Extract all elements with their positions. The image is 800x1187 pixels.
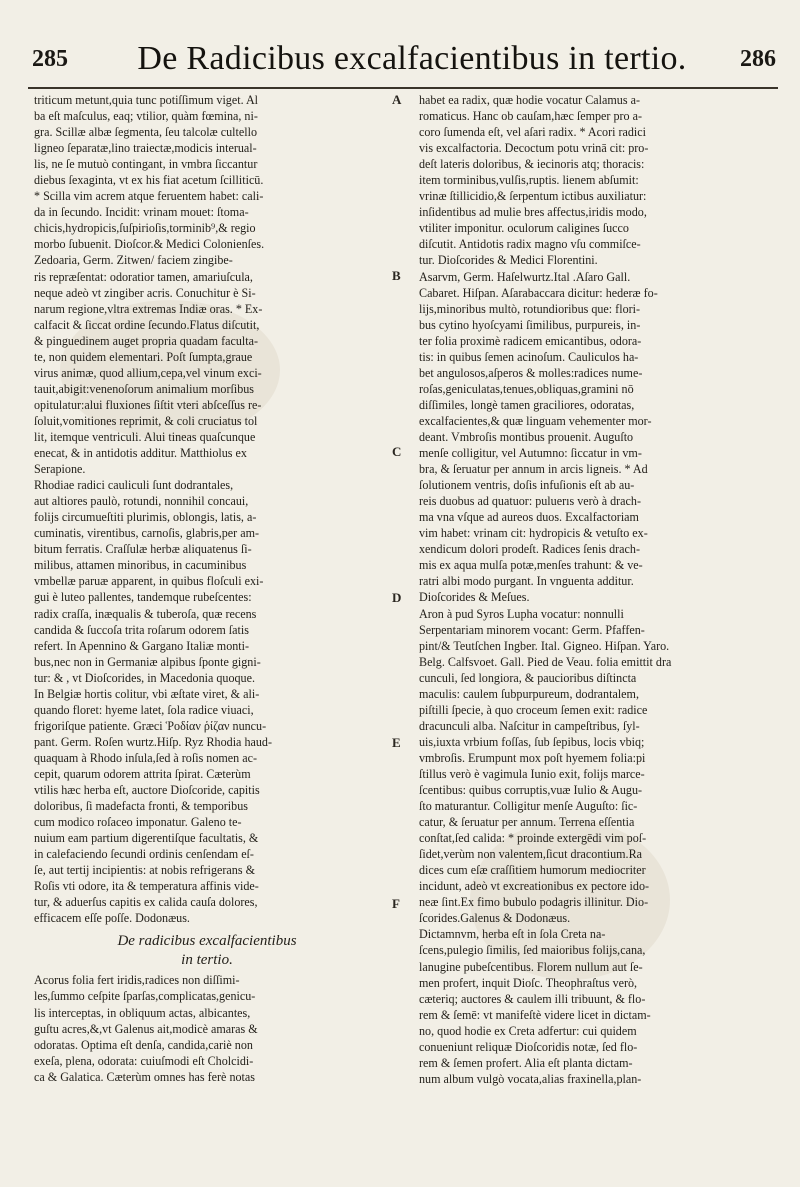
right-column-line: lijs,minoribus multò, rotundioribus que: flori-	[419, 301, 641, 316]
right-column-line: xendicum dolori prodeſt. Radices ſenis drach-	[419, 542, 640, 557]
left-column-line: ba eſt maſculus, eaq; vtilior, quàm fœmina, ni-	[34, 109, 258, 124]
right-column-text	[419, 92, 769, 1087]
left-column-line: frigoriſque patiente. Græci Ῥοδίαν ῥίζαν nuncu-	[34, 718, 267, 733]
left-column-line: vtilis hæc herba eſt, auctore Dioſcoride, capitis	[34, 783, 260, 798]
section-heading	[34, 932, 380, 970]
left-column-line: Zedoaria, Germ. Zitwen/ faciem zingibe-	[34, 253, 233, 268]
left-column	[34, 92, 380, 1085]
left-column-line: Serapione.	[34, 462, 86, 477]
right-column-line: ter folia proximè radicem emicantibus, odora-	[419, 333, 642, 348]
left-column-line: in calefaciendo ſecundi ordinis cenſendam eſ-	[34, 847, 254, 862]
left-column-line: les,ſummo ceſpite ſparſas,complicatas,genicu-	[34, 989, 256, 1004]
left-column-line: doloribus, ſi madefacta fronti, & temporibus	[34, 799, 248, 814]
left-column-line: tur, & aduerſus capitis ex calida cauſa dolores,	[34, 895, 258, 910]
left-column-line: candida & ſuccoſa trita roſarum odorem ſatis	[34, 622, 249, 637]
right-column	[419, 92, 769, 1087]
left-column-line: cuminatis, virentibus, carnoſis, glabris,per am-	[34, 526, 260, 541]
right-column-line: ſidet,verùm non valentem,ſicut dracontium.Ra	[419, 847, 643, 862]
left-column-line: lit, itemque ventriculi. Alui tineas quaſcunque	[34, 429, 256, 444]
left-column-line: ligneo ſeparatæ,lino traiectæ,modicis interual-	[34, 141, 257, 156]
right-column-line: Belg. Calfsvoet. Gall. Pied de Veau. folia emittit dra	[419, 654, 672, 669]
right-column-line: reis duobus ad quatuor: puluerıs verò à drach-	[419, 494, 641, 509]
right-column-line: item torminibus,vulſis,ruptis. lienem abſumit:	[419, 173, 639, 188]
left-column-line: exeſa, plena, odorata: cuiuſmodi eſt Cholcidi-	[34, 1053, 254, 1068]
right-column-line: Asarvm, Germ. Haſelwurtz.Ital .Aſaro Gall.	[419, 269, 631, 284]
left-column-line: aut altiores paulò, rotundi, nonnihil concaui,	[34, 494, 249, 509]
margin-letter-f: F	[392, 896, 400, 911]
right-column-line: bet angulosos,aſperos & molles:radices nume-	[419, 365, 643, 380]
right-column-line: Dioſcorides & Meſues.	[419, 590, 530, 605]
page-number-right: 286	[740, 46, 776, 72]
right-column-line: deant. Vmbroſis montibus prouenit. Auguſto	[419, 429, 634, 444]
running-title: De Radicibus excalfacientibus in tertio.	[137, 40, 687, 77]
right-column-line: tis: in quibus ſemen acinoſum. Cauliculos ha-	[419, 349, 639, 364]
left-column-line: calfacit & ſiccat ordine ſecundo.Flatus diſcutit,	[34, 317, 260, 332]
right-column-line: vim habet: vrinam cit: hydropicis & vetuſto ex-	[419, 526, 648, 541]
left-column-line: gui è luteo pallentes, tandemque rubeſcentes:	[34, 590, 252, 605]
right-column-line: dracunculi alba. Naſcitur in campeſtribus, ſyl-	[419, 718, 640, 733]
right-column-line: diſcutit. Antidotis radix magno vſu commiſce-	[419, 237, 641, 252]
left-column-line: ſoluit,vomitiones reprimit, & coli cruciatus tol	[34, 413, 258, 428]
right-column-line: uis,iuxta vrbium foſſas, ſub ſepibus, locis vbiq;	[419, 734, 645, 749]
left-column-line: milibus, attamen minoribus, in cacuminibus	[34, 558, 247, 573]
right-column-line: incidunt, adeò vt excreationibus ex pectore ido-	[419, 879, 650, 894]
left-column-line: radix craſſa, inæqualis & tuberoſa, quæ recens	[34, 606, 257, 621]
right-column-line: ma vna vſque ad aureos duos. Excalfactoriam	[419, 510, 639, 525]
left-column-line: & pinguedinem auget propria quadam faculta-	[34, 333, 258, 348]
right-column-line: excalfacientes,& quæ linguam vehementer mor-	[419, 413, 652, 428]
right-column-line: romaticus. Hanc ob cauſam,hæc ſemper pro a-	[419, 109, 642, 124]
right-column-line: Aron à pud Syros Lupha vocatur: nonnulli	[419, 606, 624, 621]
left-column-line: morbo ſubuenit. Dioſcor.& Medici Colonienſes.	[34, 237, 265, 252]
right-column-line: tur. Dioſcorides & Medici Florentini.	[419, 253, 598, 268]
left-column-line: virus animæ, quod allium,cepa,vel vinum exci-	[34, 365, 262, 380]
left-column-line: neque adeò vt zingiber acris. Conuchitur è Si-	[34, 285, 256, 300]
right-column-line: Cabaret. Hiſpan. Aſarabaccara dicitur: hederæ fo-	[419, 285, 658, 300]
right-column-line: rem & ſemen profert. Alia eſt planta dictam-	[419, 1055, 633, 1070]
right-column-line: Serpentariam minorem vocant: Germ. Pfaffen-	[419, 622, 645, 637]
left-column-line: enecat, & in antidotis additur. Matthiolus ex	[34, 446, 247, 461]
left-column-line: pant. Germ. Roſen wurtz.Hiſp. Ryz Rhodia haud-	[34, 734, 272, 749]
right-column-line: mis ex aqua mulſa potæ,menſes trahunt: & ve-	[419, 558, 643, 573]
left-column-line: ca & Galatica. Cæterùm omnes has ferè notas	[34, 1069, 255, 1084]
left-column-line: opitulatur:alui fluxiones ſiſtit vteri abſceſſus re-	[34, 397, 262, 412]
left-column-line: da in ſecundo. Incidit: vrinam mouet: ſtoma-	[34, 205, 249, 220]
left-column-line: odoratas. Optima eſt denſa, candida,cariè non	[34, 1037, 253, 1052]
right-column-line: lanugine pubeſcentibus. Florem nullum aut ſe-	[419, 959, 643, 974]
right-column-line: ſcens,pulegio ſimilis, ſed maioribus folijs,cana,	[419, 943, 646, 958]
left-column-line: In Belgiæ hortis colitur, vbi æſtate viret, & ali-	[34, 686, 260, 701]
margin-letter-c: C	[392, 444, 402, 459]
right-column-line: cæteriq; auctores & caulem illi tribuunt, & flo-	[419, 991, 646, 1006]
right-column-line: cunculi, ſed longiora, & paucioribus diſtincta	[419, 670, 637, 685]
left-column-line: narum regione,vltra extremas Indiæ oras. * Ex-	[34, 301, 263, 316]
left-column-line: tauit,abigit:venenoſorum animalium morſibus	[34, 381, 255, 396]
right-column-line: ſcentibus: quibus corruptis,vuæ Iulio & Augu-	[419, 783, 643, 798]
right-column-line: dices cum eſæ craſſitiem humorum mediocriter	[419, 863, 646, 878]
left-column-line: refert. In Apennino & Gargano Italiæ monti-	[34, 638, 250, 653]
left-column-line: * Scilla vim acrem atque feruentem habet: cali-	[34, 189, 264, 204]
left-column-line: te, non quidem elementari. Poſt ſumpta,graue	[34, 349, 253, 364]
section-title-line-2: in tertio.	[181, 952, 233, 969]
right-column-line: rem & ſemē: vt manifeſtè videre licet in dictam-	[419, 1007, 651, 1022]
left-column-line: gra. Scillæ albæ ſegmenta, ſeu talcolæ cultello	[34, 125, 258, 140]
left-column-line: nuium eam partium digerentiſque facultatis, &	[34, 831, 259, 846]
right-column-line: bra, & ſeruatur per annum in arcis ligneis. * Ad	[419, 462, 648, 477]
right-column-line: vrinæ ſtillicidio,& ſerpentum ictibus auxiliatur:	[419, 189, 647, 204]
right-column-line: roſas,geniculatas,tenues,obliquas,gramini nō	[419, 381, 634, 396]
right-column-line: habet ea radix, quæ hodie vocatur Calamus a-	[419, 93, 640, 107]
left-column-line: lis, ne ſe mutuò contingant, in vmbra ſiccantur	[34, 157, 258, 172]
left-column-text-continued	[34, 972, 380, 1084]
left-column-line: quaquam à Rhodo inſula,ſed à roſis nomen ac-	[34, 750, 258, 765]
right-column-line: diſſimiles, longè tamen graciliores, odoratas,	[419, 397, 635, 412]
right-column-line: pint/& Teutſchen Ingber. Ital. Gigneo. Hiſpan. Yaro.	[419, 638, 670, 653]
right-column-line: ſto maturantur. Colligitur menſe Auguſto: ſic-	[419, 799, 638, 814]
left-column-line: efficacem eſſe poſſe. Dodonæus.	[34, 911, 190, 926]
right-column-line: neæ ſint.Ex fimo bubulo podagris illinitur. Dio-	[419, 895, 649, 910]
left-column-line: Roſis vti odore, ita & temperatura affinis vide-	[34, 879, 259, 894]
section-title-line-1: De radicibus excalfacientibus	[117, 933, 297, 950]
left-column-line: cum modico roſaceo imponatur. Galeno te-	[34, 815, 242, 830]
right-column-line: conueniunt reliquæ Dioſcoridis notæ, ſed flo-	[419, 1039, 638, 1054]
page-number-left: 285	[32, 46, 68, 72]
left-column-line: folijs circumueſtiti plurimis, oblongis, latis, a-	[34, 510, 257, 525]
right-column-line: catur, & ſeruatur per annum. Terrena eſſentia	[419, 815, 635, 830]
right-column-line: ſolutionem ventris, doſis infuſionis eſt ab au-	[419, 478, 635, 493]
margin-letter-b: B	[392, 268, 401, 283]
right-column-line: ratri albi modo purgant. In vnguenta additur.	[419, 574, 634, 589]
right-column-line: ſcorides.Galenus & Dodonæus.	[419, 911, 571, 926]
right-column-line: num album vulgò vocata,alias fraxinella,plan-	[419, 1071, 642, 1086]
left-column-line: quando floret: hyeme latet, ſola radice viuaci,	[34, 702, 254, 717]
left-column-line: chicis,hydropicis,ſuſpirioſis,torminib⁹,& regio	[34, 221, 256, 236]
right-column-line: inſidentibus ad mulie bres affectus,iridis modo,	[419, 205, 647, 220]
left-column-line: vmbellæ paruæ apparent, in quibus floſculi exi-	[34, 574, 264, 589]
margin-letter-d: D	[392, 590, 402, 605]
right-column-line: bus cytino hyoſcyami ſimilibus, purpureis, in-	[419, 317, 641, 332]
left-column-line: diebus ſexaginta, vt ex his fiat acetum ſcilliticū.	[34, 173, 264, 188]
margin-letter-e: E	[392, 735, 401, 750]
right-column-line: coro ſumenda eſt, vel aſari radix. * Acori radici	[419, 125, 647, 140]
left-column-line: guſtu acres,&,vt Galenus ait,modicè amaras &	[34, 1021, 258, 1036]
right-column-line: deſt lateris doloribus, & iecinoris atq; thoracis:	[419, 157, 645, 172]
right-column-line: no, quod hodie ex Creta adfertur: cui quidem	[419, 1023, 637, 1038]
left-column-line: Acorus folia fert iridis,radices non diſſimi-	[34, 973, 240, 988]
left-column-line: triticum metunt,quia tunc potiſſimum viget. Al	[34, 93, 259, 107]
margin-letter-a: A	[392, 92, 402, 107]
left-column-line: bitum ferratis. Craſſulæ herbæ aliquatenus ſi-	[34, 542, 252, 557]
left-column-line: ſe, aut tertij incipientis: at nobis refrigerans &	[34, 863, 255, 878]
right-column-line: ſtillus verò è vagimula Iunio exit, folijs marce-	[419, 766, 645, 781]
right-column-line: vmbroſis. Erumpunt mox poſt hyemem folia:pi	[419, 750, 646, 765]
left-column-line: bus,nec non in Germaniæ alpibus ſponte gigni-	[34, 654, 261, 669]
right-column-line: menſe colligitur, vel Autumno: ſiccatur in vm-	[419, 446, 642, 461]
right-column-line: men profert, inquit Dioſc. Theophraſtus verò,	[419, 975, 638, 990]
right-column-line: piſtilli ſpecie, à quo croceum ſemen exit: radice	[419, 702, 648, 717]
left-column-line: tur: & , vt Dioſcorides, in Macedonia quoque.	[34, 670, 256, 685]
header-rule	[28, 87, 778, 89]
right-column-line: conſtat,ſed calida: * proinde extergēdi vim poſ-	[419, 831, 647, 846]
page-header	[28, 40, 778, 84]
right-column-line: vtiliter imponitur. oculorum caligines ſucco	[419, 221, 629, 236]
right-column-line: maculis: caulem ſubpurpureum, dodrantalem,	[419, 686, 639, 701]
left-column-line: cepit, quarum odorem attrita ſpirat. Cæterùm	[34, 766, 251, 781]
left-column-text	[34, 92, 380, 926]
left-column-line: lis interceptas, in obliquum actas, albicantes,	[34, 1005, 251, 1020]
left-column-line: ris repræſentat: odoratior tamen, amariuſcula,	[34, 269, 253, 284]
right-column-line: Dictamnvm, herba eſt in ſola Creta na-	[419, 927, 606, 942]
right-column-line: vis excalfactoria. Decoctum potu vrinā cit: pro-	[419, 141, 649, 156]
left-column-line: Rhodiae radici cauliculi ſunt dodrantales,	[34, 478, 234, 493]
